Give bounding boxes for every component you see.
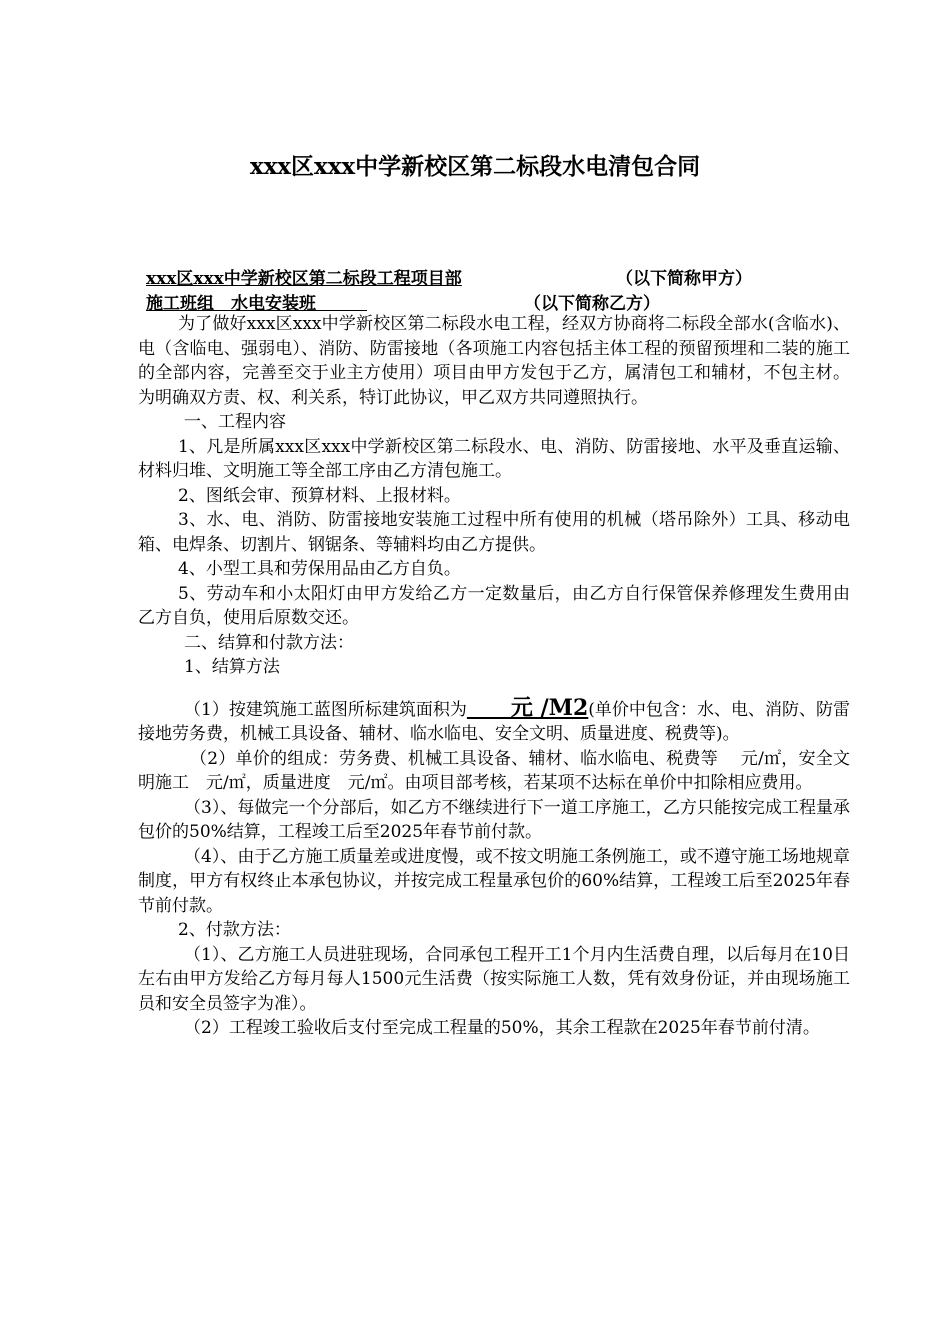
party-b-note: （以下简称乙方） [524,294,660,314]
clause-1-1: 1、凡是所属xxx区xxx中学新校区第二标段水、电、消防、防雷接地、水平及垂直运输、材料归堆、文明施工等全部工序由乙方清包施工。 [138,436,850,481]
section-1-title: 一、工程内容 [184,412,286,432]
settlement-item-1 [138,696,850,747]
payment-item-2: （2）工程竣工验收后支付至完成工程量的50%，其余工程款在2025年春节前付清。 [184,1018,820,1038]
clause-1-5: 5、劳动车和小太阳灯由甲方发给乙方一定数量后，由乙方自行保管保养修理发生费用由乙方自负，使用后原数交还。 [138,583,850,628]
settlement-item-3: （3）、每做完一个分部后，如乙方不继续进行下一道工序施工，乙方只能按完成工程量承包价的50%结算，工程竣工后至2025年春节前付款。 [138,797,850,842]
settlement-item-1-rest: (单价中包含：水、电、消防、防雷接地劳务费，机械工具设备、辅材、临水临电、安全文明、质量进度、税费等)。 [138,699,850,744]
section-2-title: 二、结算和付款方法： [184,632,354,653]
contract-body [138,312,850,1041]
clause-1-3: 3、水、电、消防、防雷接地安装施工过程中所有使用的机械（塔吊除外）工具、移动电箱、电焊条、切割片、钢锯条、等辅料均由乙方提供。 [138,510,850,555]
clause-1-4: 4、小型工具和劳保用品由乙方自负。 [178,559,461,579]
intro-paragraph: 为了做好xxx区xxx中学新校区第二标段水电工程，经双方协商将二标段全部水(含临水)、电（含临电、强弱电）、消防、防雷接地（各项施工内容包括主体工程的预留预埋和二装的施工的全部内容，完善至交于业主方使用）项目由甲方发包于乙方，属清包工和辅材，不包主材。为明确双方责、权、利关系，特订此协议，甲乙双方共同遵照执行。 [138,314,850,408]
settlement-title: 1、结算方法 [184,657,280,677]
party-b-name: 施工班组 水电安装班 [146,294,367,314]
settlement-item-4: （4）、由于乙方施工质量差或进度慢，或不按文明施工条例施工，或不遵守施工场地规章制度，甲方有权终止本承包协议，并按完成工程量承包价的60%结算，工程竣工后至2025年春节前付款。 [138,846,850,916]
payment-title: 2、付款方法： [178,920,291,940]
party-a-name: xxx区xxx中学新校区第二标段工程项目部 [146,269,462,289]
settlement-item-2: （2）单价的组成：劳务费、机械工具设备、辅材、临水临电、税费等 元/㎡，安全文明施工 元/㎡，质量进度 元/㎡。由项目部考核，若某项不达标在单价中扣除相应费用。 [138,748,850,793]
document-title: xxx区xxx中学新校区第二标段水电清包合同 [249,153,701,180]
settlement-item-1-lead: （1）按建筑施工蓝图所标建筑面积为 [184,699,467,720]
unit-price-blank: 元 /M2 [466,694,589,721]
payment-item-1: （1）、乙方施工人员进驻现场，合同承包工程开工1个月内生活费自理，以后每月在10日左右由甲方发给乙方每月每人1500元生活费（按实际施工人数，凭有效身份证，并由现场施工员和安全员签字为准）。 [138,944,850,1014]
clause-1-2: 2、图纸会审、预算材料、上报材料。 [178,485,461,506]
party-a-line [146,264,752,289]
party-b-line [146,289,660,314]
party-a-note: （以下简称甲方） [616,269,752,289]
